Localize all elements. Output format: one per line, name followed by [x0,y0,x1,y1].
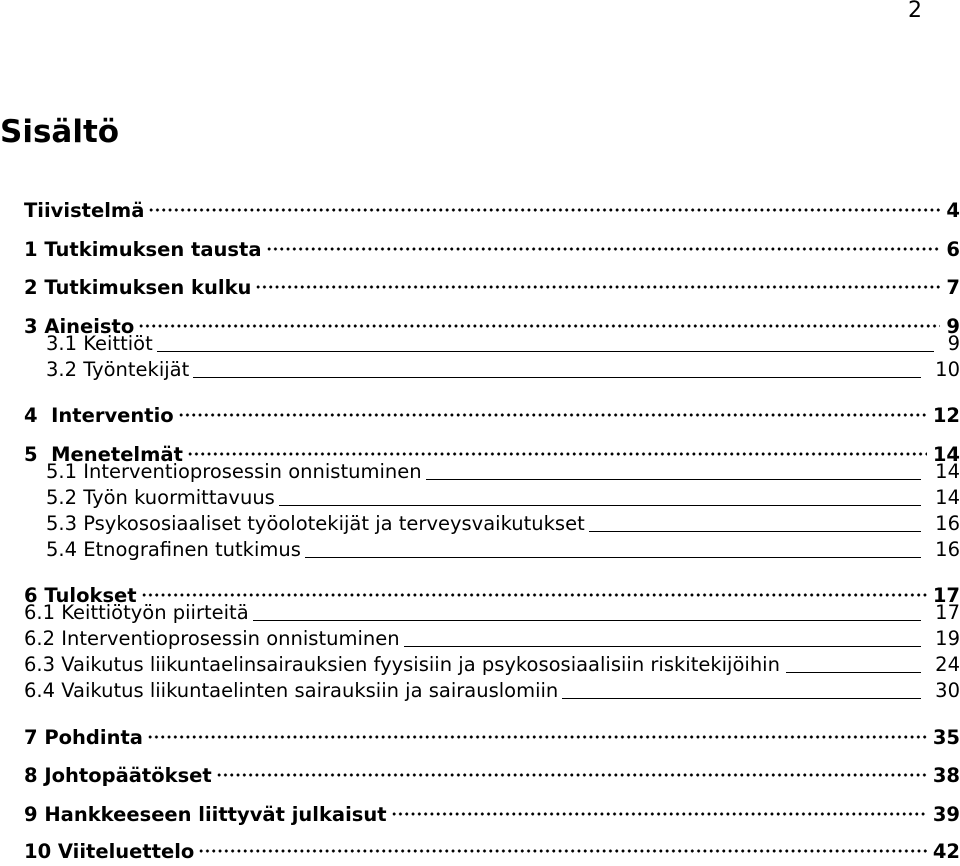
toc-entry-label: 5.2 Työn kuormittavuus [46,486,275,509]
toc-line-leader [404,625,922,647]
toc-entry[interactable] [24,433,960,466]
toc-entry-page: 12 [932,404,960,427]
toc-entry[interactable] [46,484,960,512]
toc-entry-page: 10 [935,358,960,381]
toc-entry-label: Tiivistelmä [24,199,145,222]
toc-line-leader [562,677,921,699]
toc-entry-page: 38 [932,764,960,787]
toc-line-leader [305,536,921,558]
toc-entry[interactable] [46,510,960,538]
toc-entry-label: 3 Aineisto [24,315,135,338]
toc-entry-label: 7 Pohdinta [24,726,143,749]
toc-entry-page: 19 [935,627,960,650]
toc-entry-label: 6 Tulokset [24,584,137,607]
toc-entry-label: 9 Hankkeeseen liittyvät julkaisut [24,803,387,826]
toc-entry-page: 14 [935,486,960,509]
toc-entry[interactable] [24,754,960,787]
toc-entry[interactable] [24,228,960,261]
toc-entry-label: 5.4 Etnografinen tutkimus [46,538,301,561]
toc-entry-page: 16 [935,538,960,561]
toc-entry-page: 16 [935,512,960,535]
toc-entry[interactable] [46,458,960,486]
toc-dot-leader [147,716,927,744]
toc-line-leader [786,651,921,673]
toc-line-leader [589,510,921,532]
toc-entry-page: 4 [946,199,960,222]
toc-entry-page: 42 [932,840,960,863]
toc-entry-page: 14 [935,460,960,483]
toc-entry-page: 7 [946,276,960,299]
toc-entry[interactable] [46,330,960,358]
toc-entry-label: 8 Johtopäätökset [24,764,212,787]
toc-entry-label: 3.2 Työntekijät [46,358,190,381]
toc-entry-label: 6.4 Vaikutus liikuntaelinten sairauksiin ja sairauslomiin [24,679,559,702]
toc-line-leader [253,599,922,621]
toc-entry-label: 10 Viiteluettelo [24,840,195,863]
toc-entry-page: 17 [932,584,960,607]
toc-entry-label: 6.1 Keittiötyön piirteitä [24,601,249,624]
toc-entry-page: 9 [947,332,960,355]
toc-entry[interactable] [24,651,960,679]
toc-dot-leader [391,793,927,821]
toc-dot-leader [187,433,927,461]
toc-entry[interactable] [24,189,960,222]
toc-line-leader [157,330,934,352]
toc-entry[interactable] [24,266,960,299]
toc-entry-label: 1 Tutkimuksen tausta [24,238,262,261]
toc-entry[interactable] [24,793,960,826]
toc-entry[interactable] [24,677,960,705]
page-title: Sisältö [0,114,120,150]
toc-entry-page: 6 [946,238,960,261]
toc-entry-label: 6.3 Vaikutus liikuntaelinsairauksien fyysisiin ja psykososiaalisiin riskitekijöihin [24,653,780,676]
toc-dot-leader [138,305,940,333]
toc-entry-page: 24 [935,653,960,676]
toc-entry[interactable] [24,305,960,338]
toc-entry[interactable] [24,394,960,427]
toc-dot-leader [148,189,940,217]
toc-line-leader [279,484,921,506]
toc-dot-leader [216,754,927,782]
toc-entry-label: 2 Tutkimuksen kulku [24,276,252,299]
toc-entry-page: 30 [935,679,960,702]
toc-entry-page: 35 [932,726,960,749]
toc-dot-leader [255,266,940,294]
toc-entry-label: 5 Menetelmät [24,443,183,466]
toc-entry[interactable] [46,536,960,564]
toc-line-leader [426,458,922,480]
toc-line-leader [193,356,921,378]
toc-entry[interactable] [24,599,960,627]
toc-entry-label: 5.1 Interventioprosessin onnistuminen [46,460,422,483]
toc-entry[interactable] [24,625,960,653]
toc-entry-label: 4 Interventio [24,404,174,427]
toc-entry-page: 14 [932,443,960,466]
toc-dot-leader [266,228,941,256]
toc-entry-label: 6.2 Interventioprosessin onnistuminen [24,627,400,650]
toc-entry-label: 3.1 Keittiöt [46,332,153,355]
toc-dot-leader [178,394,927,422]
toc-entry-label: 5.3 Psykososiaaliset työolotekijät ja terveysvaikutukset [46,512,585,535]
toc-entry-page: 9 [946,315,960,338]
toc-dot-leader [141,574,927,602]
toc-entry[interactable] [46,356,960,384]
toc-entry[interactable] [24,574,960,607]
toc-entry-page: 39 [932,803,960,826]
toc-entry[interactable] [24,716,960,749]
page-number: 2 [908,0,922,23]
toc-entry-page: 17 [935,601,960,624]
